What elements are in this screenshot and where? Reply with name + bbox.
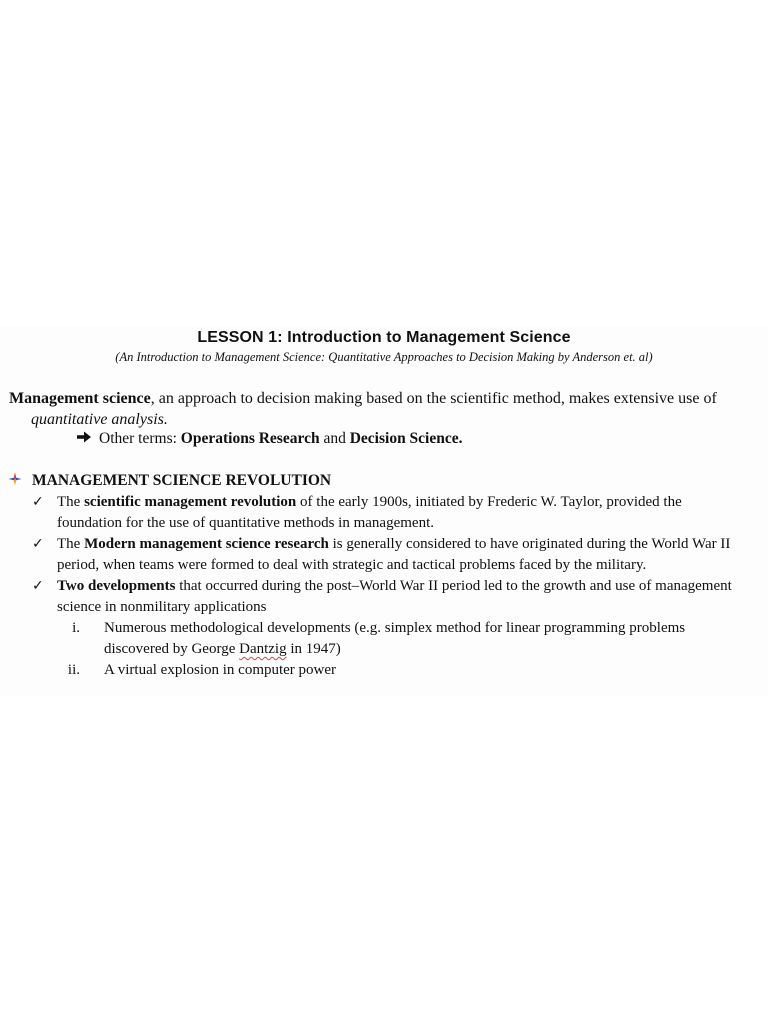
other-term-operations-research: Operations Research: [180, 430, 320, 447]
list-item: [0, 492, 768, 534]
checkmark-icon: ✓: [32, 494, 44, 510]
item-text-after: of the early 1900s, initiated by Frederic W. Taylor, provided the foundation for the use of quantitative methods in management.: [57, 494, 682, 531]
item-bold: Modern management science research: [84, 536, 329, 552]
lesson-title: LESSON 1: Introduction to Management Science: [197, 329, 571, 346]
item-text-before: The: [57, 494, 85, 510]
sub-item-text: A virtual explosion in computer power: [104, 662, 337, 678]
four-point-star-icon: [8, 472, 22, 486]
intro-text: , an approach to decision making based on the scientific method, makes extensive use of: [150, 390, 717, 407]
intro-continuation: quantitative analysis.: [31, 411, 168, 428]
revolution-list: [0, 492, 768, 681]
lesson-subtitle: (An Introduction to Management Science: Quantitative Approaches to Decision Making by Anderson et. al): [115, 350, 653, 364]
other-terms-and: and: [319, 430, 350, 447]
item-bold: scientific management revolution: [84, 494, 297, 510]
section-heading-text: MANAGEMENT SCIENCE REVOLUTION: [32, 472, 332, 489]
arrow-right-icon: [76, 430, 92, 444]
list-item: [0, 576, 768, 618]
item-text-before: The: [57, 536, 85, 552]
sub-list-item: [0, 618, 768, 660]
sub-list-item: [0, 660, 768, 681]
item-text-after: is generally considered to have originated during the World War II period, when teams were formed to deal with strategic and tactical problems faced by the military.: [57, 536, 731, 573]
checkmark-icon: ✓: [32, 578, 44, 594]
roman-numeral: ii.: [67, 662, 80, 678]
roman-numeral: i.: [72, 620, 80, 636]
spellcheck-flagged-word: Dantzig: [239, 641, 287, 657]
other-term-decision-science: Decision Science.: [349, 430, 463, 447]
sub-item-text: Numerous methodological developments (e.g. simplex method for linear programming problems discovered by George: [104, 620, 686, 657]
sub-item-text-after: in 1947): [286, 641, 341, 657]
section-heading: [8, 472, 331, 490]
intro-paragraph: [9, 388, 749, 430]
other-terms-line: [76, 430, 463, 448]
checkmark-icon: ✓: [32, 536, 44, 552]
intro-term: Management science: [9, 390, 151, 407]
list-item: [0, 534, 768, 576]
item-bold: Two developments: [57, 578, 176, 594]
other-terms-prefix: Other terms:: [99, 430, 181, 447]
item-text-after: that occurred during the post–World War II period led to the growth and use of management science in nonmilitary applications: [57, 578, 732, 615]
